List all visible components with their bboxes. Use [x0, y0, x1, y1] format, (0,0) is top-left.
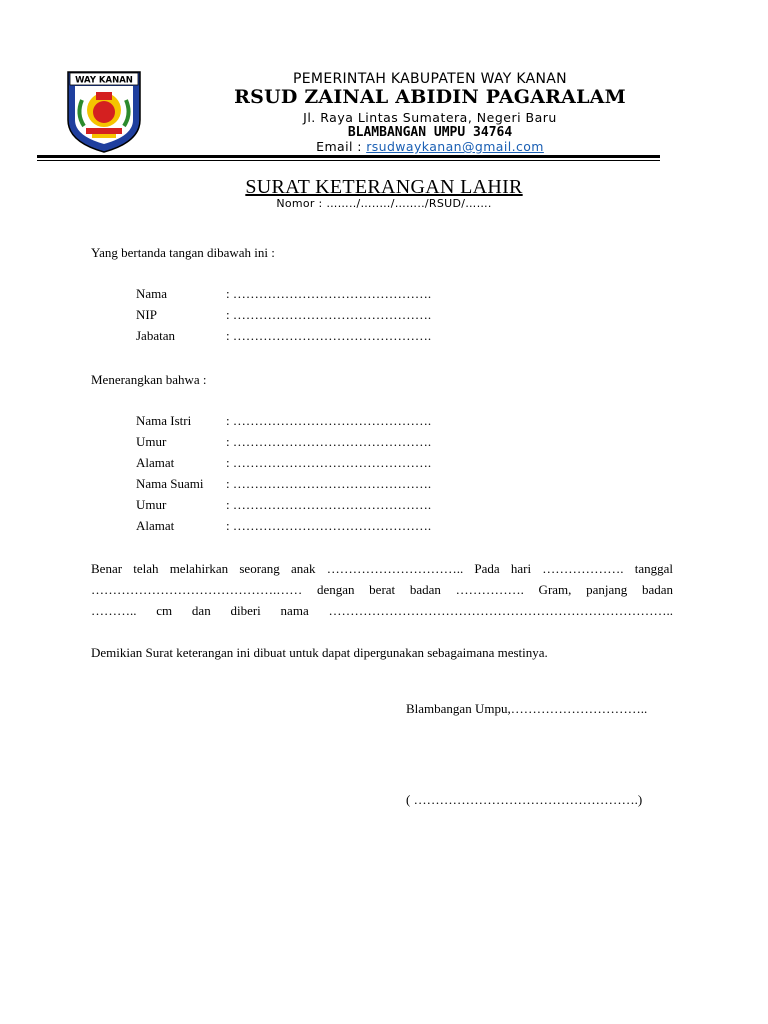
hospital-name: RSUD ZAINAL ABIDIN PAGARALAM	[234, 86, 626, 108]
place-date-line: Blambangan Umpu,…………………………..	[406, 701, 648, 716]
statement-intro: Menerangkan bahwa :	[91, 372, 207, 387]
letterhead-divider-thick	[37, 155, 660, 158]
birth-paragraph-line-3: ……….. cm dan diberi nama ……………………………………………………………………..	[91, 603, 673, 618]
way-kanan-emblem	[66, 70, 142, 154]
hospital-city: BLAMBANGAN UMPU 34764	[347, 125, 513, 140]
field-label-nama-istri: Nama Istri	[136, 413, 192, 428]
field-value-umur-istri: : ……………………………………….	[226, 434, 432, 449]
closing-statement: Demikian Surat keterangan ini dibuat untuk dapat dipergunakan sebagaimana mestinya.	[91, 645, 548, 660]
logo-text: WAY KANAN	[75, 75, 133, 86]
field-label-nama: Nama	[136, 286, 168, 301]
field-value-nama-suami: : ……………………………………….	[226, 476, 432, 491]
field-value-nip: : ……………………………………….	[226, 307, 432, 322]
field-label-nip: NIP	[136, 307, 157, 322]
field-value-jabatan: : ……………………………………….	[226, 328, 432, 343]
signature-name-line: ( …………………………………………….)	[406, 792, 643, 807]
government-name: PEMERINTAH KABUPATEN WAY KANAN	[293, 71, 567, 87]
document-number: Nomor : ……../…..…/……../RSUD/…….	[276, 197, 492, 210]
field-value-alamat-suami: : ……………………………………….	[226, 518, 432, 533]
birth-paragraph-line-1: Benar telah melahirkan seorang anak ………………………….. Pada hari ………………. tanggal	[91, 561, 673, 576]
field-value-nama: : ……………………………………….	[226, 286, 432, 301]
intro-text: Yang bertanda tangan dibawah ini :	[91, 245, 275, 260]
letterhead-divider-thin	[37, 160, 660, 161]
field-label-jabatan: Jabatan	[136, 328, 175, 343]
birth-paragraph-line-2: …………………………………….…… dengan berat badan ……………. Gram, panjang badan	[91, 582, 673, 597]
field-value-umur-suami: : ……………………………………….	[226, 497, 432, 512]
field-label-umur-suami: Umur	[136, 497, 167, 512]
hospital-email-line	[160, 139, 700, 154]
email-link[interactable]: rsudwaykanan@gmail.com	[366, 139, 544, 154]
field-label-umur-istri: Umur	[136, 434, 167, 449]
field-value-nama-istri: : ……………………………………….	[226, 413, 432, 428]
field-label-nama-suami: Nama Suami	[136, 476, 204, 491]
field-label-alamat-suami: Alamat	[136, 518, 175, 533]
email-label: Email :	[316, 139, 367, 154]
document-title: SURAT KETERANGAN LAHIR	[245, 176, 523, 198]
field-value-alamat-istri: : ……………………………………….	[226, 455, 432, 470]
hospital-address: Jl. Raya Lintas Sumatera, Negeri Baru	[303, 110, 557, 125]
field-label-alamat-istri: Alamat	[136, 455, 175, 470]
